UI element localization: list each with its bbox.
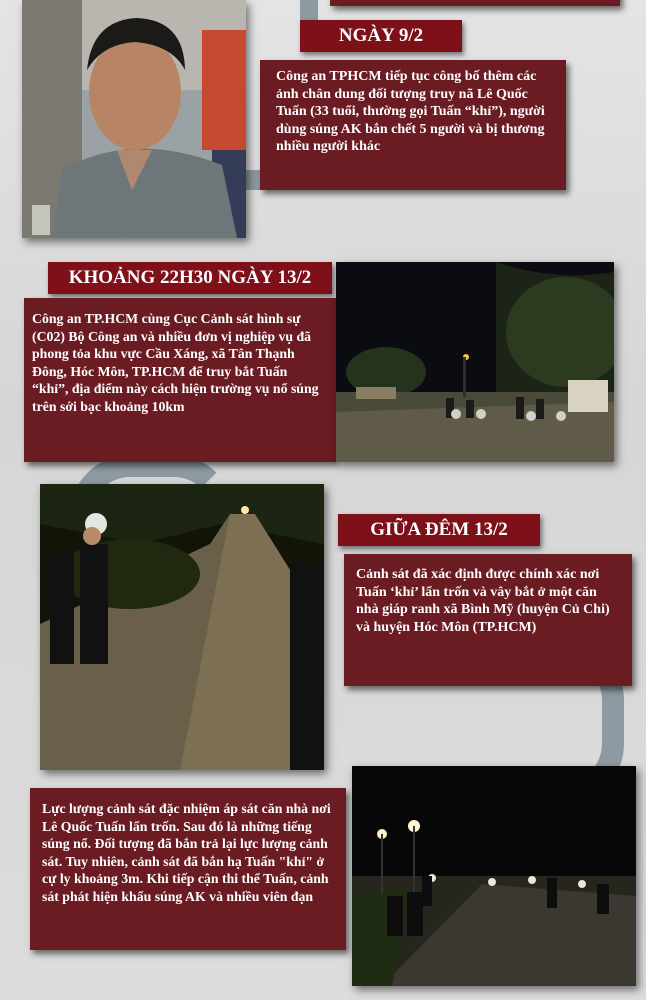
night-road-motorbikes-photo	[352, 766, 636, 986]
event-4-description: Lực lượng cảnh sát đặc nhiệm áp sát căn nhà nơi Lê Quốc Tuấn lẩn trốn. Sau đó là những tiếng súng nổ. Đối tượng đã bắn trả lại lực lượng cảnh sát. Tuy nhiên, cảnh sát đã bắn hạ Tuấn "khỉ" ở cự ly khoảng 3m. Khi tiếp cận thi thể Tuấn, cảnh sát phát hiện khẩu súng AK và nhiều viên đạn	[30, 788, 346, 950]
event-1-heading: NGÀY 9/2	[300, 20, 462, 52]
night-street-police-photo	[40, 484, 324, 770]
event-2-description: Công an TP.HCM cùng Cục Cảnh sát hình sự (C02) Bộ Công an và nhiều đơn vị nghiệp vụ đã phong tỏa khu vực Cầu Xáng, xã Tân Thạnh Đông, Hóc Môn, TP.HCM để truy bắt Tuấn “khỉ”, địa điểm này cách hiện trường vụ nổ súng trên sới bạc khoảng 10km	[24, 298, 336, 462]
night-roadblock-icon	[336, 262, 614, 462]
event-2-heading: KHOẢNG 22H30 NGÀY 13/2	[48, 262, 332, 294]
suspect-portrait-icon	[22, 0, 246, 238]
night-street-police-icon	[40, 484, 324, 770]
night-road-motorbikes-icon	[352, 766, 636, 986]
previous-section-box	[330, 0, 620, 6]
suspect-portrait-photo	[22, 0, 246, 238]
night-roadblock-photo	[336, 262, 614, 462]
event-3-heading: GIỮA ĐÊM 13/2	[338, 514, 540, 546]
timeline-connector-top	[300, 0, 318, 22]
event-1-description: Công an TPHCM tiếp tục công bố thêm các ảnh chân dung đối tượng truy nã Lê Quốc Tuấn (33 tuổi, thường gọi Tuấn “khỉ”), người dùng súng AK bắn chết 5 người và bị thương nhiều người khác	[260, 60, 566, 190]
event-3-description: Cảnh sát đã xác định được chính xác nơi Tuấn ‘khỉ’ lẩn trốn và vây bắt ở một căn nhà giáp ranh xã Bình Mỹ (huyện Củ Chi) và huyện Hóc Môn (TP.HCM)	[344, 554, 632, 686]
